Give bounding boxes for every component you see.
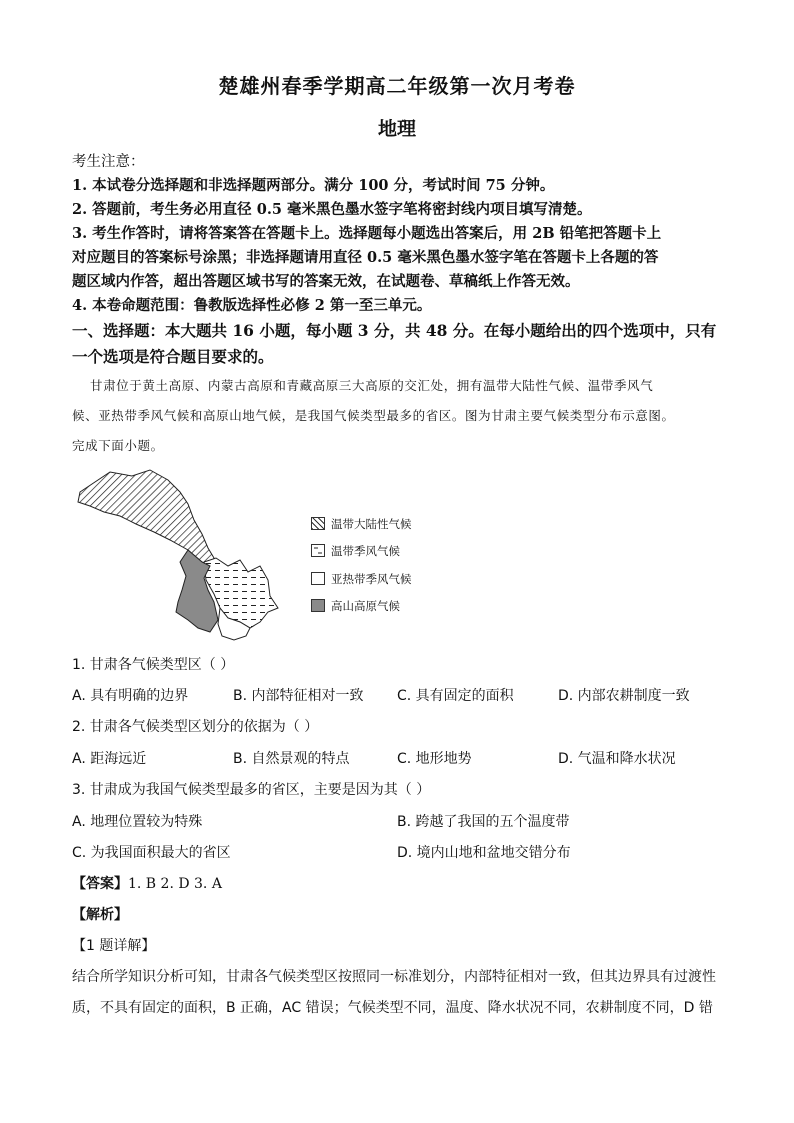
legend-label: 亚热带季风气候 xyxy=(331,572,412,586)
temperate-continental-region xyxy=(78,470,214,566)
legend-label: 温带季风气候 xyxy=(331,544,400,558)
answer-row xyxy=(72,873,222,893)
question-stem: 3. 甘肃成为我国气候类型最多的省区，主要是因为其（ ） xyxy=(72,782,431,798)
notice-line: 1. 本试卷分选择题和非选择题两部分。满分 100 分，考试时间 75 分钟。 xyxy=(72,177,555,194)
analysis-label: 【解析】 xyxy=(72,907,128,923)
question-option: A. 距海远近 xyxy=(72,751,147,767)
gray-swatch xyxy=(311,599,325,612)
question-option: A. 地理位置较为特殊 xyxy=(72,814,203,830)
question-option: A. 具有明确的边界 xyxy=(72,688,189,704)
detail-heading: 【1 题详解】 xyxy=(72,938,156,954)
dash-swatch xyxy=(311,544,325,557)
section-heading: 一、选择题：本大题共 16 小题，每小题 3 分，共 48 分。在每小题给出的四个选项中，只有 xyxy=(72,321,717,340)
hatch-swatch xyxy=(311,517,325,530)
legend-label: 温带大陆性气候 xyxy=(331,517,412,531)
passage-line: 完成下面小题。 xyxy=(72,438,164,453)
exam-title: 楚雄州春季学期高二年级第一次月考卷 xyxy=(218,74,576,98)
subject-title: 地理 xyxy=(377,118,416,140)
question-option: C. 具有固定的面积 xyxy=(397,688,514,704)
question-option: D. 气温和降水状况 xyxy=(558,751,676,767)
answer-values: 1. B 2. D 3. A xyxy=(128,876,222,892)
question-option: C. 为我国面积最大的省区 xyxy=(72,845,231,861)
white-swatch xyxy=(311,572,325,585)
question-option: C. 地形地势 xyxy=(397,751,472,767)
notice-line: 4. 本卷命题范围：鲁教版选择性必修 2 第一至三单元。 xyxy=(72,297,432,314)
notice-heading: 考生注意： xyxy=(72,154,145,170)
passage-line: 候、亚热带季风气候和高原山地气候，是我国气候类型最多的省区。图为甘肃主要气候类型分布示意图。 xyxy=(72,408,675,423)
analysis-line: 质，不具有固定的面积，B 正确，AC 错误；气候类型不同，温度、降水状况不同，农耕制度不同，D 错 xyxy=(72,1000,713,1016)
question-option: B. 自然景观的特点 xyxy=(233,751,350,767)
notice-line: 3. 考生作答时，请将答案答在答题卡上。选择题每小题选出答案后，用 2B 铅笔把答题卡上 xyxy=(72,225,662,242)
gansu-climate-map xyxy=(70,462,300,642)
legend-label: 高山高原气候 xyxy=(331,599,400,613)
notice-line: 题区域内作答，超出答题区域书写的答案无效，在试题卷、草稿纸上作答无效。 xyxy=(72,273,580,290)
analysis-line: 结合所学知识分析可知，甘肃各气候类型区按照同一标准划分，内部特征相对一致，但其边界具有过渡性 xyxy=(72,969,716,985)
passage-line: 甘肃位于黄土高原、内蒙古高原和青藏高原三大高原的交汇处，拥有温带大陆性气候、温带季风气 xyxy=(90,378,654,393)
question-option: D. 内部农耕制度一致 xyxy=(558,688,690,704)
notice-line: 对应题目的答案标号涂黑；非选择题请用直径 0.5 毫米黑色墨水签字笔在答题卡上各题的答 xyxy=(72,249,659,266)
question-option: B. 跨越了我国的五个温度带 xyxy=(397,814,570,830)
answer-label: 【答案】 xyxy=(72,876,128,892)
question-option: D. 境内山地和盆地交错分布 xyxy=(397,845,571,861)
notice-line: 2. 答题前，考生务必用直径 0.5 毫米黑色墨水签字笔将密封线内项目填写清楚。 xyxy=(72,201,592,218)
section-heading: 一个选项是符合题目要求的。 xyxy=(72,347,274,366)
question-stem: 1. 甘肃各气候类型区（ ） xyxy=(72,657,235,673)
question-stem: 2. 甘肃各气候类型区划分的依据为（ ） xyxy=(72,719,319,735)
question-option: B. 内部特征相对一致 xyxy=(233,688,364,704)
